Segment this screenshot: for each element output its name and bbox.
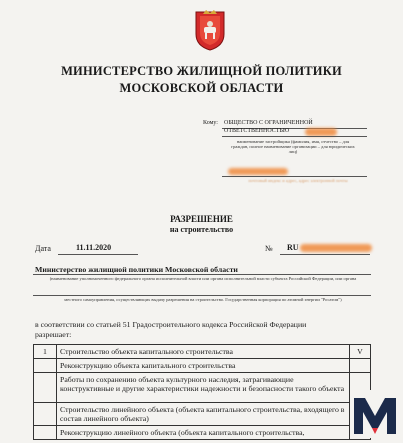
row-text: Строительство линейного объекта (объекта капитального строительства, входящего в состав линейного объекта): [57, 403, 350, 426]
date-value: 11.11.2020: [76, 243, 112, 252]
table-row: [34, 345, 371, 359]
date-underline: [58, 254, 138, 255]
permit-type-table: [33, 344, 371, 440]
recipient-name-line2: ОТВЕТСТВЕННОСТЬЮ: [224, 128, 290, 134]
recipient-to-label: Кому:: [203, 120, 218, 126]
recipient-caption: наименование застройщика (фамилия, имя, отчество – для граждан, полное наименование организации – для юридических лиц): [231, 139, 355, 154]
table-row: [34, 426, 371, 440]
row-number: [34, 359, 57, 373]
ministry-title-line1: МИНИСТЕРСТВО ЖИЛИЩНОЙ ПОЛИТИКИ: [61, 64, 342, 78]
coat-of-arms-emblem: [193, 8, 227, 52]
basis-line2: разрешает:: [35, 330, 72, 339]
redacted-company-name: [305, 128, 337, 136]
table-row: [34, 403, 371, 426]
row-number: [34, 403, 57, 426]
row-number: [34, 373, 57, 403]
number-value: RU: [287, 243, 299, 252]
row-text: Реконструкцию линейного объекта (объекта капитального строительства,: [57, 426, 350, 440]
date-label: Дата: [35, 244, 51, 253]
row-text: Строительство объекта капитального строительства: [57, 345, 350, 359]
recipient-line-2: [222, 136, 367, 137]
recipient-name-line1: ОБЩЕСТВО С ОГРАНИЧЕННОЙ: [224, 120, 313, 126]
row-checkmark: V: [350, 345, 371, 359]
document-subtitle: на строительство: [169, 225, 234, 234]
number-underline: [280, 254, 370, 255]
issuer-underline: [33, 274, 371, 275]
row-checkmark: [350, 359, 371, 373]
table-row: [34, 373, 371, 403]
issuer-name: Министерство жилищной политики Московской области: [35, 265, 238, 274]
m-logo-watermark: [350, 390, 400, 438]
address-caption: почтовый индекс и адрес, адрес электронной почты: [248, 178, 348, 183]
row-text: Работы по сохранению объекта культурного наследия, затрагивающие конструктивные и другие характеристики надежности и безопасности такого объекта: [57, 373, 350, 403]
issuer-caption-1: (наименование уполномоченного федерального органа исполнительной власти или органа исполнительной власти субъекта Российской Федерации, или органа: [49, 276, 357, 281]
issuer-caption-2: местного самоуправления, осуществляющих выдачу разрешения на строительство. Государственная корпорация по атомной энергии "Росатом"): [64, 297, 342, 302]
ministry-title-line2: МОСКОВСКОЙ ОБЛАСТИ: [119, 81, 284, 95]
table-row: [34, 359, 371, 373]
redacted-permit-number: [300, 244, 372, 252]
row-text: Реконструкцию объекта капитального строительства: [57, 359, 350, 373]
recipient-address-line: [222, 176, 367, 177]
redacted-address: [228, 168, 288, 175]
basis-line1: в соответствии со статьей 51 Градостроительного кодекса Российской Федерации: [35, 320, 307, 329]
issuer-line-2: [33, 295, 371, 296]
row-number: [34, 426, 57, 440]
document-title: РАЗРЕШЕНИЕ: [170, 214, 233, 224]
number-label: №: [265, 244, 273, 253]
row-number: 1: [34, 345, 57, 359]
